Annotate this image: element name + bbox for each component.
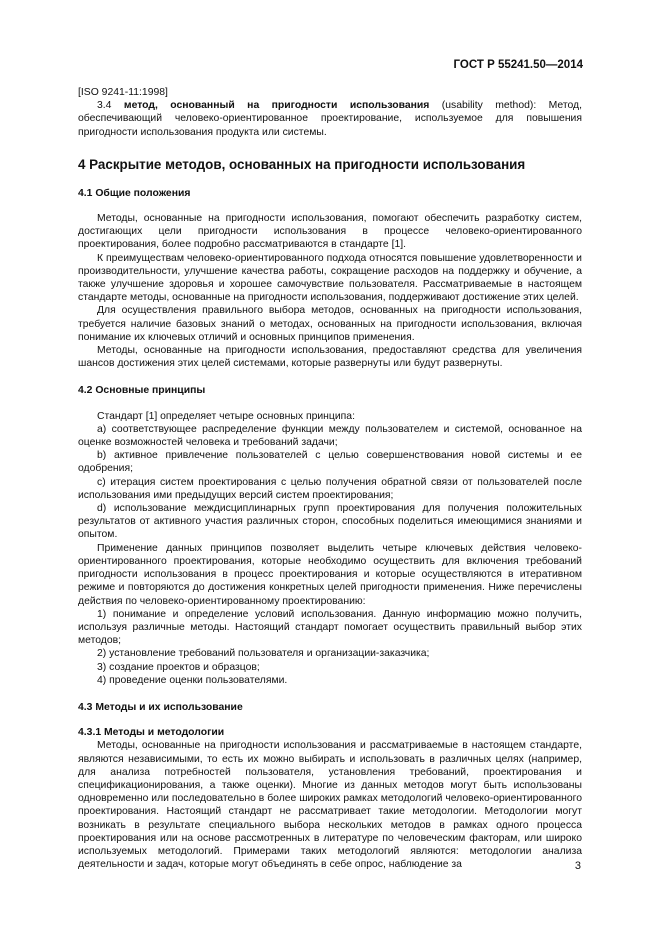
section-4-title: 4 Раскрытие методов, основанных на пригодности использования <box>78 156 526 172</box>
reference: [ISO 9241-11:1998] <box>78 87 168 98</box>
paragraph: Стандарт [1] определяет четыре основных принципа: <box>97 410 355 422</box>
list-item: 1) понимание и определение условий использования. Данную информацию можно получить, используя различные методы. Настоящий стандарт помогает осуществить правильный выбор этих методов; <box>78 608 582 647</box>
section-4-1-title: 4.1 Общие положения <box>78 187 191 199</box>
section-4-3-1-title: 4.3.1 Методы и методологии <box>78 727 225 739</box>
list-item: 3) создание проектов и образцов; <box>97 661 260 673</box>
definition-term: метод, основанный на пригодности использования <box>123 100 430 112</box>
section-4-2-title: 4.2 Основные принципы <box>78 385 206 397</box>
paragraph: Методы, основанные на пригодности использования и рассматриваемые в настоящем стандарте, являются независимыми, то есть их можно выбирать и использовать в различных целях (например, для анализа потребностей пользователя, установления требований, проектирования и спецификационирования, а также оценки). Многие из данных методов могут быть использованы одновременно или последовательно в более широких рамках методологий человеко-ориентированного проектирования. Настоящий стандарт не рассматривает такие методологии. Методологии могут возникать в результате специального выбора нескольких методов в рамках одного процесса проектирования или на основе рассмотренных в литературе по человеческим факторам, или широко используемых методологий. Примерами таких методологий являются: методологии анализа деятельности и задач, которые могут объединять в себе опрос, наблюдение за <box>78 740 582 871</box>
section-4-3-title: 4.3 Методы и их использование <box>78 701 243 713</box>
definition-number: 3.4 <box>97 100 112 112</box>
list-item: d) использование междисциплинарных групп проектирования для получения положительных результатов от активного участия различных сторон, способных поделиться имеющимися знаниями и опытом. <box>78 503 582 541</box>
paragraph: Для осуществления правильного выбора методов, основанных на пригодности использования, требуется наличие базовых знаний о методах, основанных на пригодности использования, включая понимание их ключевых отличий и основных принципов применения. <box>78 305 582 343</box>
list-item: 4) проведение оценки пользователями. <box>97 674 288 686</box>
list-item: a) соответствующее распределение функции между пользователем и системой, основанное на оценке возможностей человека и требований задачи; <box>78 423 582 449</box>
list-item: c) итерация систем проектирования с целью получения обратной связи от пользователей после использования ими предыдущих версий систем проектирования; <box>78 476 582 501</box>
document-code: ГОСТ Р 55241.50—2014 <box>453 59 583 71</box>
paragraph: Методы, основанные на пригодности использования, помогают обеспечить разработку систем, достигающих цели пригодности использования в процессе человеко-ориентированного проектирования, более подробно рассматриваются в стандарте [1]. <box>78 213 582 251</box>
list-item: b) активное привлечение пользователей с целью совершенствования новой системы и ее одобрения; <box>78 450 582 475</box>
page-number: 3 <box>574 860 581 872</box>
paragraph: Применение данных принципов позволяет выделить четыре ключевых действия человеко-ориентированного проектирования, которые необходимо осуществить для включения требований пригодности использования в процесс проектирования и которые осуществляются в итеративном режиме и повторяются до достижения конкретных целей пригодности применения. Ниже перечислены действия по человеко-ориентированному проектированию: <box>78 542 582 607</box>
paragraph: Методы, основанные на пригодности использования, предоставляют средства для увеличения шансов достижения этих целей системами, которые развернуты или будут развернуты. <box>78 345 582 370</box>
page-content <box>78 86 582 871</box>
definition-text: (usability method): Метод, обеспечивающий человеко-ориентированное проектирование, используемое для повышения пригодности использования продукта или системы. <box>78 100 582 138</box>
definition-3-4 <box>78 99 582 139</box>
paragraph: К преимуществам человеко-ориентированного подхода относятся повышение удовлетворенности и производительности, улучшение качества работы, сокращение расходов на поддержку и обучение, а также улучшение здоровья и хорошее самочувствие пользователя. Рассматриваемые в настоящем стандарте методы, основанные на пригодности использования, поддерживают достижение этих целей. <box>78 252 582 304</box>
list-item: 2) установление требований пользователя и организации-заказчика; <box>97 648 430 660</box>
